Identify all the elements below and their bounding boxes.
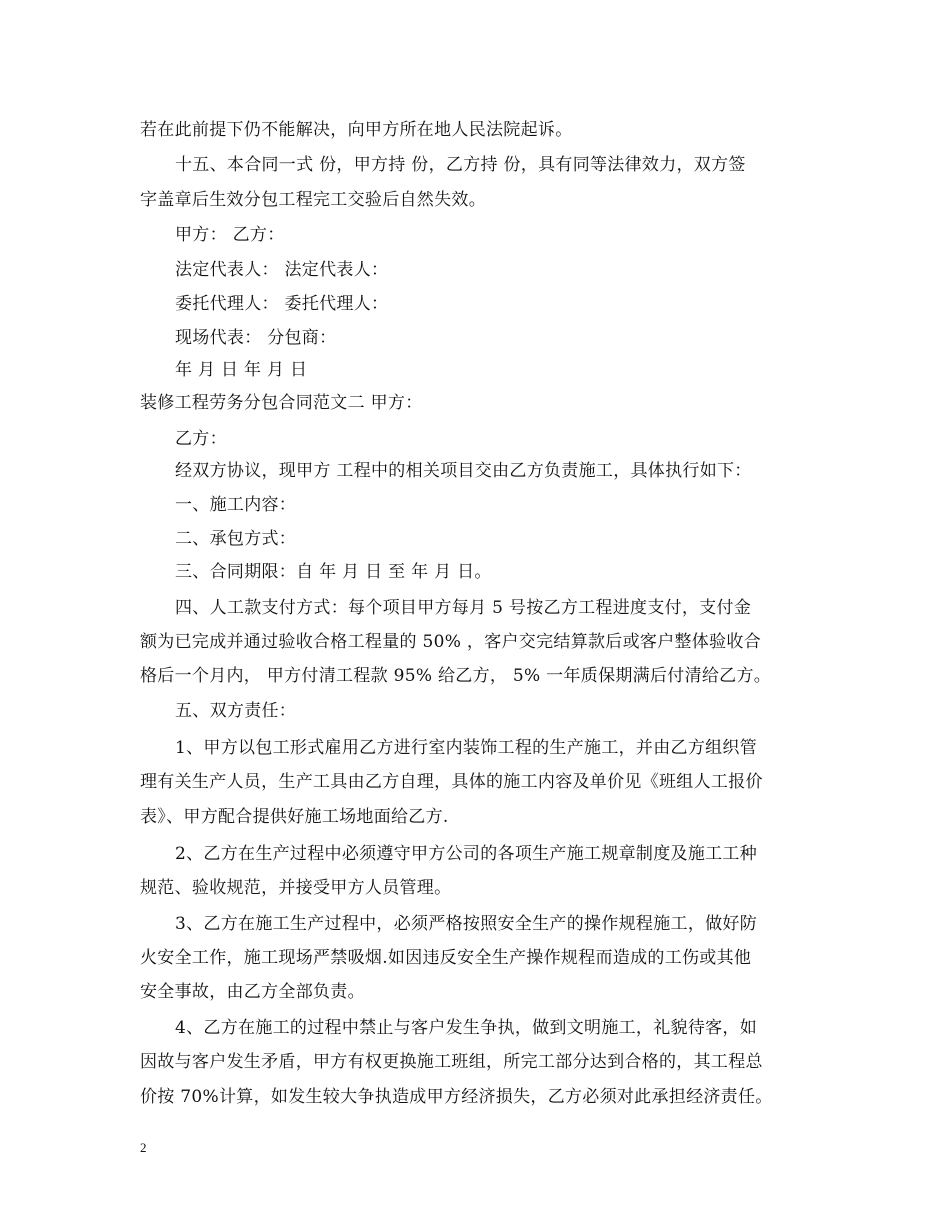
text-line: 委托代理人： 委托代理人：: [175, 294, 389, 314]
text-line: 1、甲方以包工形式雇用乙方进行室内装饰工程的生产施工，并由乙方组织管: [175, 738, 758, 758]
text-line: 价按 70%计算，如发生较大争执造成甲方经济损失，乙方必须对此承担经济责任。: [140, 1087, 773, 1107]
text-line: 装修工程劳务分包合同范文二 甲方：: [140, 393, 423, 413]
text-line: 表》、甲方配合提供好施工场地面给乙方.: [140, 807, 449, 827]
text-line: 4、乙方在施工的过程中禁止与客户发生争执，做到文明施工，礼貌待客，如: [175, 1018, 758, 1038]
text-line: 乙方：: [175, 429, 227, 449]
text-line: 十五、本合同一式 份，甲方持 份，乙方持 份，具有同等法律效力，双方签: [175, 155, 746, 175]
text-line: 理有关生产人员，生产工具由乙方自理，具体的施工内容及单价见《班组人工报价: [140, 772, 763, 792]
text-line: 安全事故，由乙方全部负责。: [140, 982, 365, 1002]
text-line: 五、双方责任：: [175, 701, 297, 721]
text-line: 一、施工内容：: [175, 495, 297, 515]
text-line: 因故与客户发生矛盾，甲方有权更换施工班组，所完工部分达到合格的，其工程总: [140, 1052, 763, 1072]
text-line: 若在此前提下仍不能解决，向甲方所在地人民法院起诉。: [140, 120, 573, 140]
text-line: 法定代表人： 法定代表人：: [175, 260, 389, 280]
text-line: 年 月 日 年 月 日: [175, 360, 308, 380]
text-line: 二、承包方式：: [175, 529, 297, 549]
text-line: 现场代表： 分包商：: [175, 328, 337, 348]
text-line: 经双方协议，现甲方 工程中的相关项目交由乙方负责施工，具体执行如下：: [175, 461, 752, 481]
text-line: 四、人工款支付方式：每个项目甲方每月 5 号按乙方工程进度支付，支付金: [175, 598, 752, 618]
text-line: 额为已完成并通过验收合格工程量的 50% ，客户交完结算款后或客户整体验收合: [140, 632, 761, 652]
text-line: 三、合同期限：自 年 月 日 至 年 月 日。: [175, 562, 492, 582]
text-line: 甲方： 乙方：: [175, 225, 285, 245]
text-line: 格后一个月内， 甲方付清工程款 95% 给乙方， 5% 一年质保期满后付清给乙方。: [140, 666, 772, 686]
text-line: 火安全工作，施工现场严禁吸烟.如因违反安全生产操作规程而造成的工伤或其他: [140, 948, 752, 968]
text-line: 2、乙方在生产过程中必须遵守甲方公司的各项生产施工规章制度及施工工种: [175, 844, 758, 864]
text-line: 规范、验收规范，并接受甲方人员管理。: [140, 878, 452, 898]
page-number: 2: [140, 1140, 147, 1155]
text-line: 3、乙方在施工生产过程中，必须严格按照安全生产的操作规程施工，做好防: [175, 914, 758, 934]
text-line: 字盖章后生效分包工程完工交验后自然失效。: [140, 190, 486, 210]
